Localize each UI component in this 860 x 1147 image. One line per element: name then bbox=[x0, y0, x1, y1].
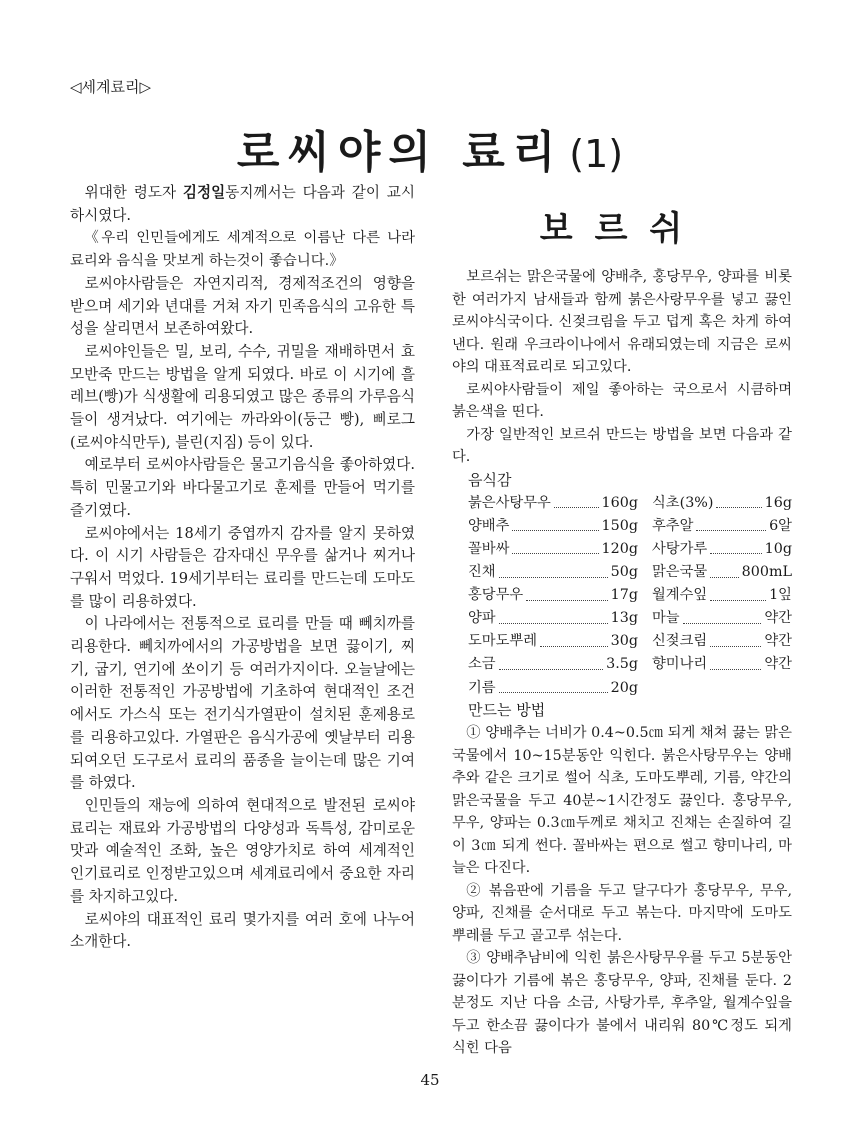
dish-paragraph: 로씨야사람들이 제일 좋아하는 국으로서 시큼하며 붉은색을 띤다. bbox=[452, 381, 792, 420]
ingredient-name: 붉은사탕무우 bbox=[468, 494, 551, 511]
right-column bbox=[452, 206, 792, 1060]
dish-paragraph: 보르쉬는 맑은국물에 양배추, 홍당무우, 양파를 비롯한 여러가지 남새들과 함께 붉은사랑무우를 넣고 끓인 로씨야식국이다. 신젖크림을 두고 덥게 혹은 차게 하여 낸다. 원래 우크라이나에서 유래되였는데 지금은 로씨야의 대표적료리로 되고있다. bbox=[452, 269, 792, 375]
intro-after: 동지께서는 다음과 같이 교시하시였다. bbox=[70, 184, 415, 224]
ingredient-qty: 800mL bbox=[741, 564, 792, 581]
ingredient-name: 양배추 bbox=[468, 517, 510, 534]
dish-paragraph: 가장 일반적인 보르쉬 만드는 방법을 보면 다음과 같다. bbox=[452, 426, 792, 465]
title-main: 로씨야의 료리 bbox=[236, 127, 564, 178]
ingredient-qty: 30g bbox=[610, 633, 638, 650]
ingredients-table bbox=[452, 492, 792, 700]
intro-before: 위대한 령도자 bbox=[84, 184, 183, 201]
ingredient-qty: 10g bbox=[764, 540, 792, 557]
body-paragraph: 로씨야사람들은 자연지리적, 경제적조건의 영향을 받으며 세기와 년대를 거쳐 자기 민족음식의 고유한 특성을 살리면서 보존하여왔다. bbox=[70, 274, 415, 338]
table-row bbox=[452, 607, 792, 630]
table-row bbox=[452, 492, 792, 515]
ingredient-qty: 17g bbox=[610, 587, 638, 604]
ingredient-qty: 약간 bbox=[764, 633, 792, 650]
table-row bbox=[452, 630, 792, 653]
left-column bbox=[70, 182, 415, 954]
method-step: ① 양배추는 너비가 0.4~0.5㎝ 되게 채쳐 끓는 맑은국물에서 10~15분동안 익힌다. 붉은사탕무우는 양배추와 같은 크기로 썰어 식초, 도마도뿌레, 기름, 약간의 맑은국물을 두고 40분~1시간정도 끓인다. 홍당무우, 무우, 양파는 0.3㎝두께로 채치고 진채는 손질하여 길이 3㎝ 되게 썬다. 꼴바싸는 편으로 썰고 향미나리, 마늘은 다진다. bbox=[452, 725, 792, 877]
body-paragraph: 로씨야에서는 18세기 중엽까지 감자를 알지 못하였다. 이 시기 사람들은 감자대신 무우를 삶거나 찌거나 구워서 먹었다. 19세기부터는 료리를 만드는데 도마도를 많이 리용하였다. bbox=[70, 524, 415, 610]
ingredient-name: 사탕가루 bbox=[652, 540, 708, 557]
ingredient-name: 월계수잎 bbox=[652, 587, 708, 604]
ingredient-name: 진채 bbox=[468, 564, 496, 581]
ingredient-name: 후추알 bbox=[652, 517, 694, 534]
ingredient-qty: 50g bbox=[610, 564, 638, 581]
method-step: ② 볶음판에 기름을 두고 달구다가 홍당무우, 무우, 양파, 진채를 순서대로 두고 볶는다. 마지막에 도마도뿌레를 두고 골고루 섞는다. bbox=[452, 882, 792, 944]
ingredient-qty: 20g bbox=[610, 679, 638, 696]
table-row bbox=[452, 561, 792, 584]
page-number: 45 bbox=[420, 1071, 440, 1089]
quote-paragraph: 《우리 인민들에게도 세계적으로 이름난 다른 나라 료리와 음식을 맛보게 하는것이 좋습니다.》 bbox=[70, 230, 415, 270]
method-step: ③ 양배추남비에 익힌 붉은사탕무우를 두고 5분동안 끓이다가 기름에 볶은 홍당무우, 양파, 진채를 둔다. 2분정도 지난 다음 소금, 사탕가루, 후추알, 월계수잎을 두고 한소끔 끓이다가 불에서 내리워 80℃정도 되게 식힌 다음 bbox=[452, 950, 792, 1057]
dish-title: 보르쉬 bbox=[539, 209, 705, 249]
ingredient-name: 홍당무우 bbox=[468, 587, 524, 604]
ingredient-qty: 16g bbox=[764, 494, 792, 511]
body-paragraph: 이 나라에서는 전통적으로 료리를 만들 때 뻬치까를 리용한다. 뻬치까에서의 가공방법을 보면 끓이기, 찌기, 굽기, 연기에 쏘이기 등 여러가지이다. 오늘날에는 이러한 전통적인 가공방법에 기초하여 현대적인 조건에서도 가스식 또는 전기식가열판이 설치된 훈제용로를 리용하고있다. 가열판은 음식가공에 옛날부터 리용되여오던 도구로서 료리의 품종을 늘이는데 많은 기여를 하였다. bbox=[70, 615, 415, 792]
table-row bbox=[452, 515, 792, 538]
table-row bbox=[452, 653, 792, 676]
section-tag: ◁세계료리▷ bbox=[70, 78, 152, 96]
body-paragraph: 인민들의 재능에 의하여 현대적으로 발전된 로씨야료리는 재료와 가공방법의 다양성과 독특성, 감미로운 맛과 예술적인 조화, 높은 영양가치로 하여 세계적인 인기료리로 인정받고있으며 세계료리에서 중요한 자리를 차지하고있다. bbox=[70, 796, 415, 905]
body-paragraph: 로씨야인들은 밀, 보리, 수수, 귀밀을 재배하면서 효모반죽 만드는 방법을 알게 되였다. 바로 이 시기에 흘레브(빵)가 식생활에 리용되였고 많은 종류의 가루음식들이 생겨났다. 여기에는 까라와이(둥근 빵), 삐로그(로씨야식만두), 블린(지짐) 등이 있다. bbox=[70, 342, 415, 451]
ingredients-heading: 음식감 bbox=[468, 470, 512, 489]
ingredient-name: 맑은국물 bbox=[652, 564, 708, 581]
ingredient-qty: 120g bbox=[601, 540, 638, 557]
ingredient-qty: 150g bbox=[601, 517, 638, 534]
ingredient-name: 마늘 bbox=[652, 610, 680, 627]
ingredient-name: 소금 bbox=[468, 656, 496, 673]
method-heading: 만드는 방법 bbox=[468, 701, 546, 720]
ingredient-name: 향미나리 bbox=[652, 656, 708, 673]
table-row bbox=[452, 584, 792, 607]
page-title bbox=[0, 116, 860, 180]
ingredient-name: 식초(3%) bbox=[652, 494, 714, 511]
ingredient-qty: 약간 bbox=[764, 656, 792, 673]
ingredient-qty: 6알 bbox=[769, 517, 792, 534]
table-row bbox=[452, 538, 792, 561]
body-paragraph: 로씨야의 대표적인 료리 몇가지를 여러 호에 나누어 소개한다. bbox=[70, 910, 415, 951]
ingredient-name: 도마도뿌레 bbox=[468, 633, 538, 650]
ingredient-name: 신젖크림 bbox=[652, 633, 708, 650]
ingredient-qty: 1잎 bbox=[769, 587, 792, 604]
ingredient-name: 꼴바싸 bbox=[468, 540, 510, 557]
leader-name: 김정일 bbox=[182, 184, 226, 201]
title-number: (1) bbox=[569, 132, 624, 176]
ingredient-name: 양파 bbox=[468, 610, 496, 627]
ingredient-qty: 160g bbox=[601, 494, 638, 511]
table-row bbox=[452, 676, 792, 699]
ingredient-qty: 3.5g bbox=[606, 656, 638, 673]
body-paragraph: 예로부터 로씨야사람들은 물고기음식을 좋아하였다. 특히 민물고기와 바다물고기로 훈제를 만들어 먹기를 즐기였다. bbox=[70, 456, 415, 519]
ingredient-qty: 약간 bbox=[764, 610, 792, 627]
ingredient-name: 기름 bbox=[468, 679, 496, 696]
ingredient-qty: 13g bbox=[610, 610, 638, 627]
intro-paragraph bbox=[70, 182, 415, 227]
